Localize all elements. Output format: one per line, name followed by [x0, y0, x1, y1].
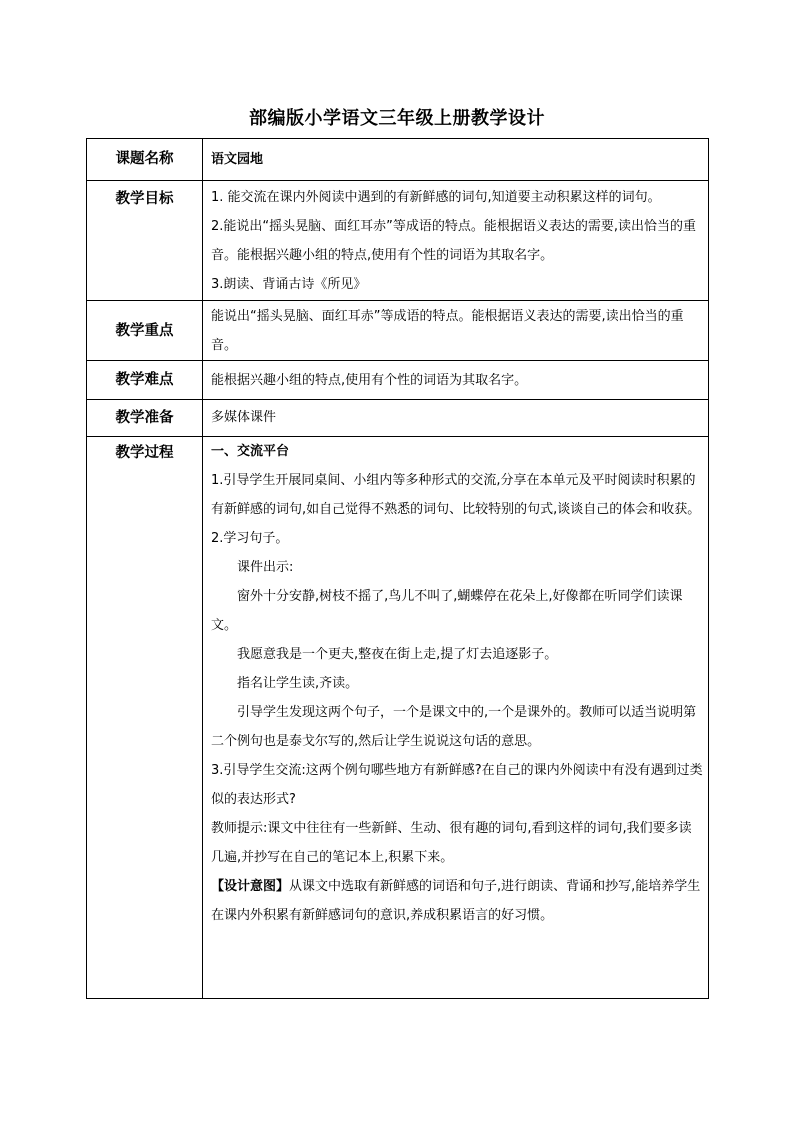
process-label: 教学过程: [115, 444, 174, 461]
difficulties-cell: [203, 361, 709, 400]
process-paragraph: 指名让学生读,齐读。: [237, 676, 359, 691]
design-intent-label: 【设计意图】: [211, 879, 290, 894]
process-paragraph: 1.引导学生开展同桌间、小组内等多种形式的交流,分享在本单元及平时阅读时积累的有新鲜感的词句,如自己觉得不熟悉的词句、比较特别的句式,谈谈自己的体会和收获。: [211, 473, 701, 517]
preparation-label-cell: [87, 400, 203, 437]
row-key-points: [87, 301, 709, 361]
process-paragraph: 引导学生发现这两个句子，一个是课文中的,一个是课外的。教师可以适当说明第二个例句也是泰戈尔写的,然后让学生说说这句话的意思。: [211, 705, 697, 749]
row-process: [87, 437, 709, 999]
key-points-label-cell: [87, 301, 203, 361]
topic-label-cell: [87, 139, 203, 181]
key-points-label: 教学重点: [115, 322, 174, 339]
process-cell: [203, 437, 709, 999]
process-paragraph: 我愿意我是一个更夫,整夜在街上走,提了灯去追逐影子。: [237, 647, 558, 662]
row-preparation: [87, 400, 709, 437]
topic-value-cell: [203, 139, 709, 181]
process-label-cell: [87, 437, 203, 999]
process-paragraph: 课件出示:: [237, 560, 294, 575]
objectives-label-cell: [87, 181, 203, 301]
row-objectives: [87, 181, 709, 301]
topic-value: 语文园地: [211, 152, 264, 167]
preparation-cell: [203, 400, 709, 437]
topic-label: 课题名称: [115, 150, 174, 167]
process-section-title: 一、交流平台: [211, 444, 290, 459]
difficulties-label: 教学难点: [115, 371, 174, 388]
objective-item: 3.朗读、背诵古诗《所见》: [211, 277, 367, 292]
process-paragraph: 教师提示:课文中往往有一些新鲜、生动、很有趣的词句,看到这样的词句,我们要多读几遍,并抄写在自己的笔记本上,积累下来。: [211, 821, 692, 865]
difficulties-label-cell: [87, 361, 203, 400]
row-difficulties: [87, 361, 709, 400]
objectives-cell: [203, 181, 709, 301]
process-paragraph: 窗外十分安静,树枝不摇了,鸟儿不叫了,蝴蝶停在花朵上,好像都在听同学们读课文。: [211, 589, 683, 633]
lesson-plan-table: [86, 138, 709, 999]
document-title: 部编版小学语文三年级上册教学设计: [249, 108, 545, 129]
objectives-label: 教学目标: [115, 190, 174, 207]
objective-item: 1. 能交流在课内外阅读中遇到的有新鲜感的词句,知道要主动积累这样的词句。: [211, 190, 661, 205]
key-points-cell: [203, 301, 709, 361]
row-topic: [87, 139, 709, 181]
design-intent-paragraph: [203, 872, 708, 930]
preparation-label: 教学准备: [115, 409, 174, 426]
design-intent-text: 从课文中选取有新鲜感的词语和句子,进行朗读、背诵和抄写,能培养学生在课内外积累有新鲜感词句的意识,养成积累语言的好习惯。: [211, 879, 701, 923]
process-paragraph: 3.引导学生交流:这两个例句哪些地方有新鲜感?在自己的课内外阅读中有没有遇到过类似的表达形式?: [211, 763, 703, 807]
objective-item: 2.能说出“摇头晃脑、面红耳赤”等成语的特点。能根据语义表达的需要,读出恰当的重音。能根据兴趣小组的特点,使用有个性的词语为其取名字。: [211, 219, 697, 263]
difficulties-text: 能根据兴趣小组的特点,使用有个性的词语为其取名字。: [211, 373, 528, 388]
process-paragraph: 2.学习句子。: [211, 531, 289, 546]
preparation-text: 多媒体课件: [211, 410, 277, 425]
key-points-text: 能说出“摇头晃脑、面红耳赤”等成语的特点。能根据语义表达的需要,读出恰当的重音。: [211, 309, 684, 353]
